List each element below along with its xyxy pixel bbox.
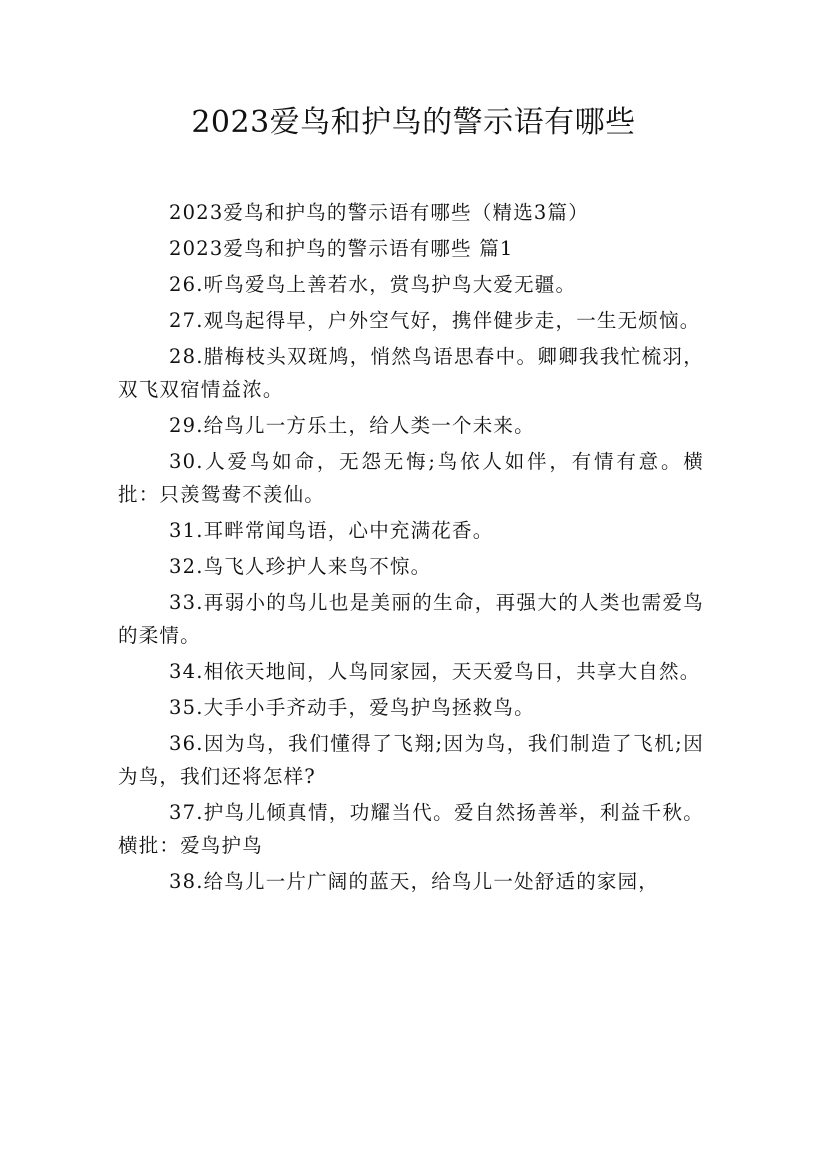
paragraph-item-26: 26.听鸟爱鸟上善若水，赏鸟护鸟大爱无疆。: [169, 273, 577, 296]
document-body: [118, 196, 704, 901]
paragraph-item-34: 34.相依天地间，人鸟同家园，天天爱鸟日，共享大自然。: [169, 660, 701, 683]
paragraph-item-31: 31.耳畔常闻鸟语，心中充满花香。: [169, 519, 494, 542]
paragraph-item-32: 32.鸟飞人珍护人来鸟不惊。: [169, 555, 432, 578]
paragraph-item-27: 27.观鸟起得早，户外空气好，携伴健步走，一生无烦恼。: [169, 309, 701, 332]
paragraph-item-35: 35.大手小手齐动手，爱鸟护鸟拯救鸟。: [169, 696, 535, 719]
paragraph-item-38: 38.给鸟儿一片广阔的蓝天，给鸟儿一处舒适的家园，: [169, 870, 660, 893]
paragraph-item-33: 33.再弱小的鸟儿也是美丽的生命，再强大的人类也需爱鸟的柔情。: [118, 591, 704, 647]
paragraph-item-36: 36.因为鸟，我们懂得了飞翔;因为鸟，我们制造了飞机;因为鸟，我们还将怎样?: [118, 732, 704, 788]
page-title: 2023爱鸟和护鸟的警示语有哪些: [191, 105, 636, 140]
paragraph-section-heading: 2023爱鸟和护鸟的警示语有哪些 篇1: [169, 237, 514, 260]
paragraph-item-28: 28.腊梅枝头双斑鸠，悄然鸟语思春中。卿卿我我忙梳羽，双飞双宿情益浓。: [118, 345, 704, 401]
paragraph-item-30: 30.人爱鸟如命，无怨无悔;鸟依人如伴，有情有意。横批：只羡鸳鸯不羡仙。: [118, 450, 704, 506]
paragraph-item-37: 37.护鸟儿倾真情，功耀当代。爱自然扬善举，利益千秋。横批：爱鸟护鸟: [118, 801, 704, 857]
paragraph-subtitle: 2023爱鸟和护鸟的警示语有哪些（精选3篇）: [169, 201, 589, 224]
paragraph-item-29: 29.给鸟儿一方乐土，给人类一个未来。: [169, 414, 535, 437]
